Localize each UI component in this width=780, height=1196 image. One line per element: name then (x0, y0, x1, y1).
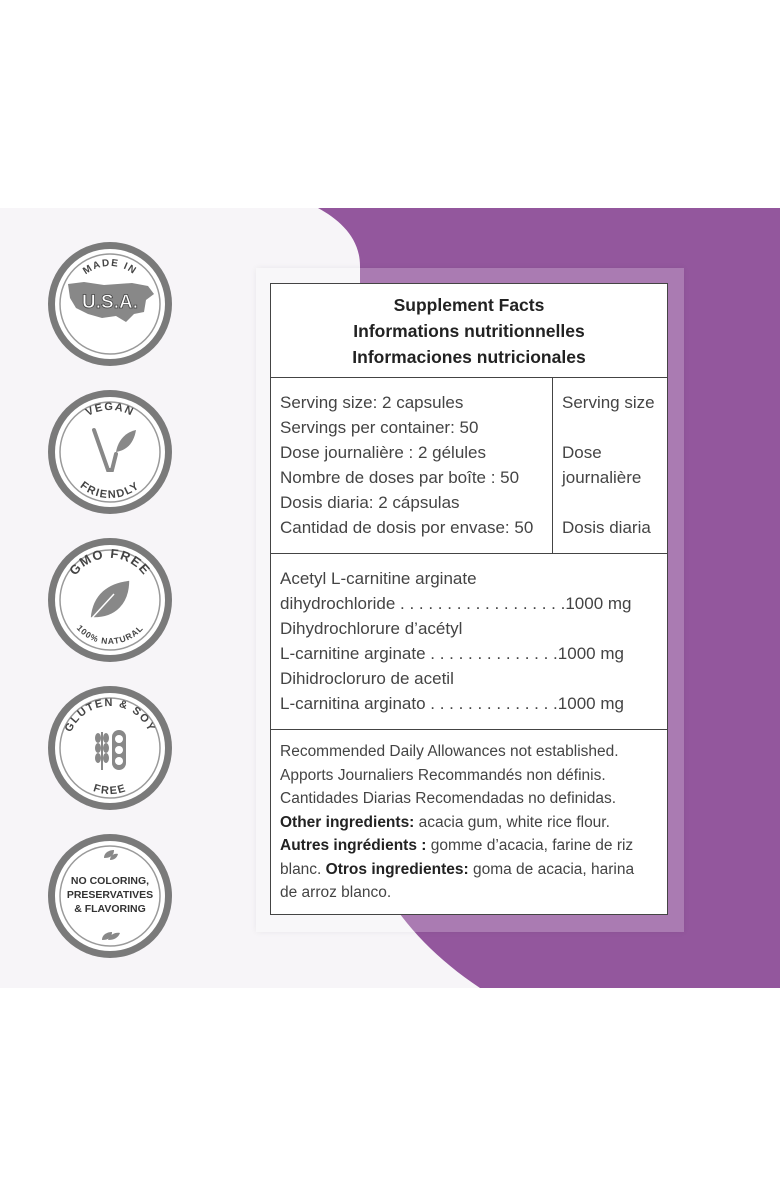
dosis-diaria-label: Dosis diaria (562, 518, 651, 537)
autres-ingredients-text-cont: blanc. (280, 860, 326, 878)
autres-ingredients-label: Autres ingrédients : (280, 837, 427, 854)
ingredient-amount: 1000 mg (557, 644, 624, 663)
other-ingredients-fr (280, 834, 667, 858)
serving-column-header (553, 378, 667, 553)
ingredient-name-cont: dihydrochloride (280, 594, 396, 613)
leader-dots: . . . . . . . . . . . . . . . . . . (395, 594, 566, 613)
badge-top-text: GMO FREE (66, 545, 154, 579)
supplement-facts-table (270, 283, 668, 915)
serving-line: Cantidad de dosis por envase: 50 (280, 518, 534, 537)
other-ingredients-label: Other ingredients: (280, 813, 415, 831)
facts-header (271, 284, 667, 378)
title-es: Informaciones nutricionales (352, 347, 586, 367)
gmo-free-badge (44, 534, 176, 666)
otros-ingredientes-text: goma de acacia, harina (468, 860, 635, 878)
badge-line2: PRESERVATIVES (66, 889, 154, 901)
title-en: Supplement Facts (393, 295, 545, 315)
ingredient-name: Dihydrochlorure d’acétyl (280, 619, 463, 638)
other-ingredients-es (280, 858, 667, 882)
serving-line: Servings per container: 50 (280, 418, 479, 437)
ingredient-row (280, 641, 667, 666)
serving-line: Nombre de doses par boîte : 50 (280, 468, 520, 487)
ingredient-name: Dihidrocloruro de acetil (280, 669, 454, 688)
badge-bottom-text: 100% NATURAL (74, 622, 146, 647)
gluten-soy-free-badge (44, 682, 176, 814)
rda-note-en: Recommended Daily Allowances not established. (280, 743, 619, 760)
ingredient-row (280, 591, 667, 616)
badge-main-text: U.S.A. (82, 292, 138, 313)
serving-size-label: Serving size (562, 393, 655, 412)
rda-note-fr: Apports Journaliers Recommandés non définis. (280, 766, 606, 784)
autres-ingredients-text: gomme d’acacia, farine de riz (426, 837, 634, 854)
badge-top-text: VEGAN (83, 400, 137, 419)
rda-note-es: Cantidades Diarias Recomendadas no definidas. (280, 790, 617, 807)
ingredient-name-cont: L-carnitina arginato (280, 694, 426, 713)
ingredient-amount: 1000 mg (557, 694, 624, 713)
ingredient-section (271, 554, 667, 730)
ingredient-name-cont: L-carnitine arginate (280, 644, 426, 663)
made-in-usa-badge (44, 238, 176, 370)
badge-top-text: MADE IN (81, 257, 139, 278)
serving-section (271, 378, 667, 554)
notes-section (271, 730, 667, 905)
badge-top-text: GLUTEN & SOY (62, 696, 158, 735)
leader-dots: . . . . . . . . . . . . . . (425, 694, 558, 713)
badge-bottom-text: FREE (91, 782, 129, 798)
badge-bottom-text: FRIENDLY (77, 479, 143, 502)
ingredient-amount: 1000 mg (565, 594, 632, 613)
other-ingredients-en (280, 811, 667, 835)
vegan-friendly-badge (44, 386, 176, 518)
other-ingredients-text: acacia gum, white rice flour. (414, 813, 610, 831)
serving-line: Dosis diaria: 2 cápsulas (280, 493, 460, 512)
serving-info (271, 378, 553, 553)
other-ingredients-es-cont: de arroz blanco. (280, 884, 392, 901)
ingredient-row (280, 691, 667, 716)
serving-line: Serving size: 2 capsules (280, 393, 464, 412)
ingredient-name: Acetyl L-carnitine arginate (280, 569, 477, 588)
dose-label: Dose (562, 443, 602, 462)
serving-line: Dose journalière : 2 gélules (280, 443, 487, 462)
otros-ingredientes-label: Otros ingredientes: (325, 860, 469, 878)
no-coloring-badge (44, 830, 176, 962)
journaliere-label: journalière (562, 468, 642, 487)
title-fr: Informations nutritionnelles (353, 321, 585, 341)
leader-dots: . . . . . . . . . . . . . . (425, 644, 558, 663)
badge-line3: & FLAVORING (74, 903, 146, 915)
badge-line1: NO COLORING, (70, 875, 150, 887)
